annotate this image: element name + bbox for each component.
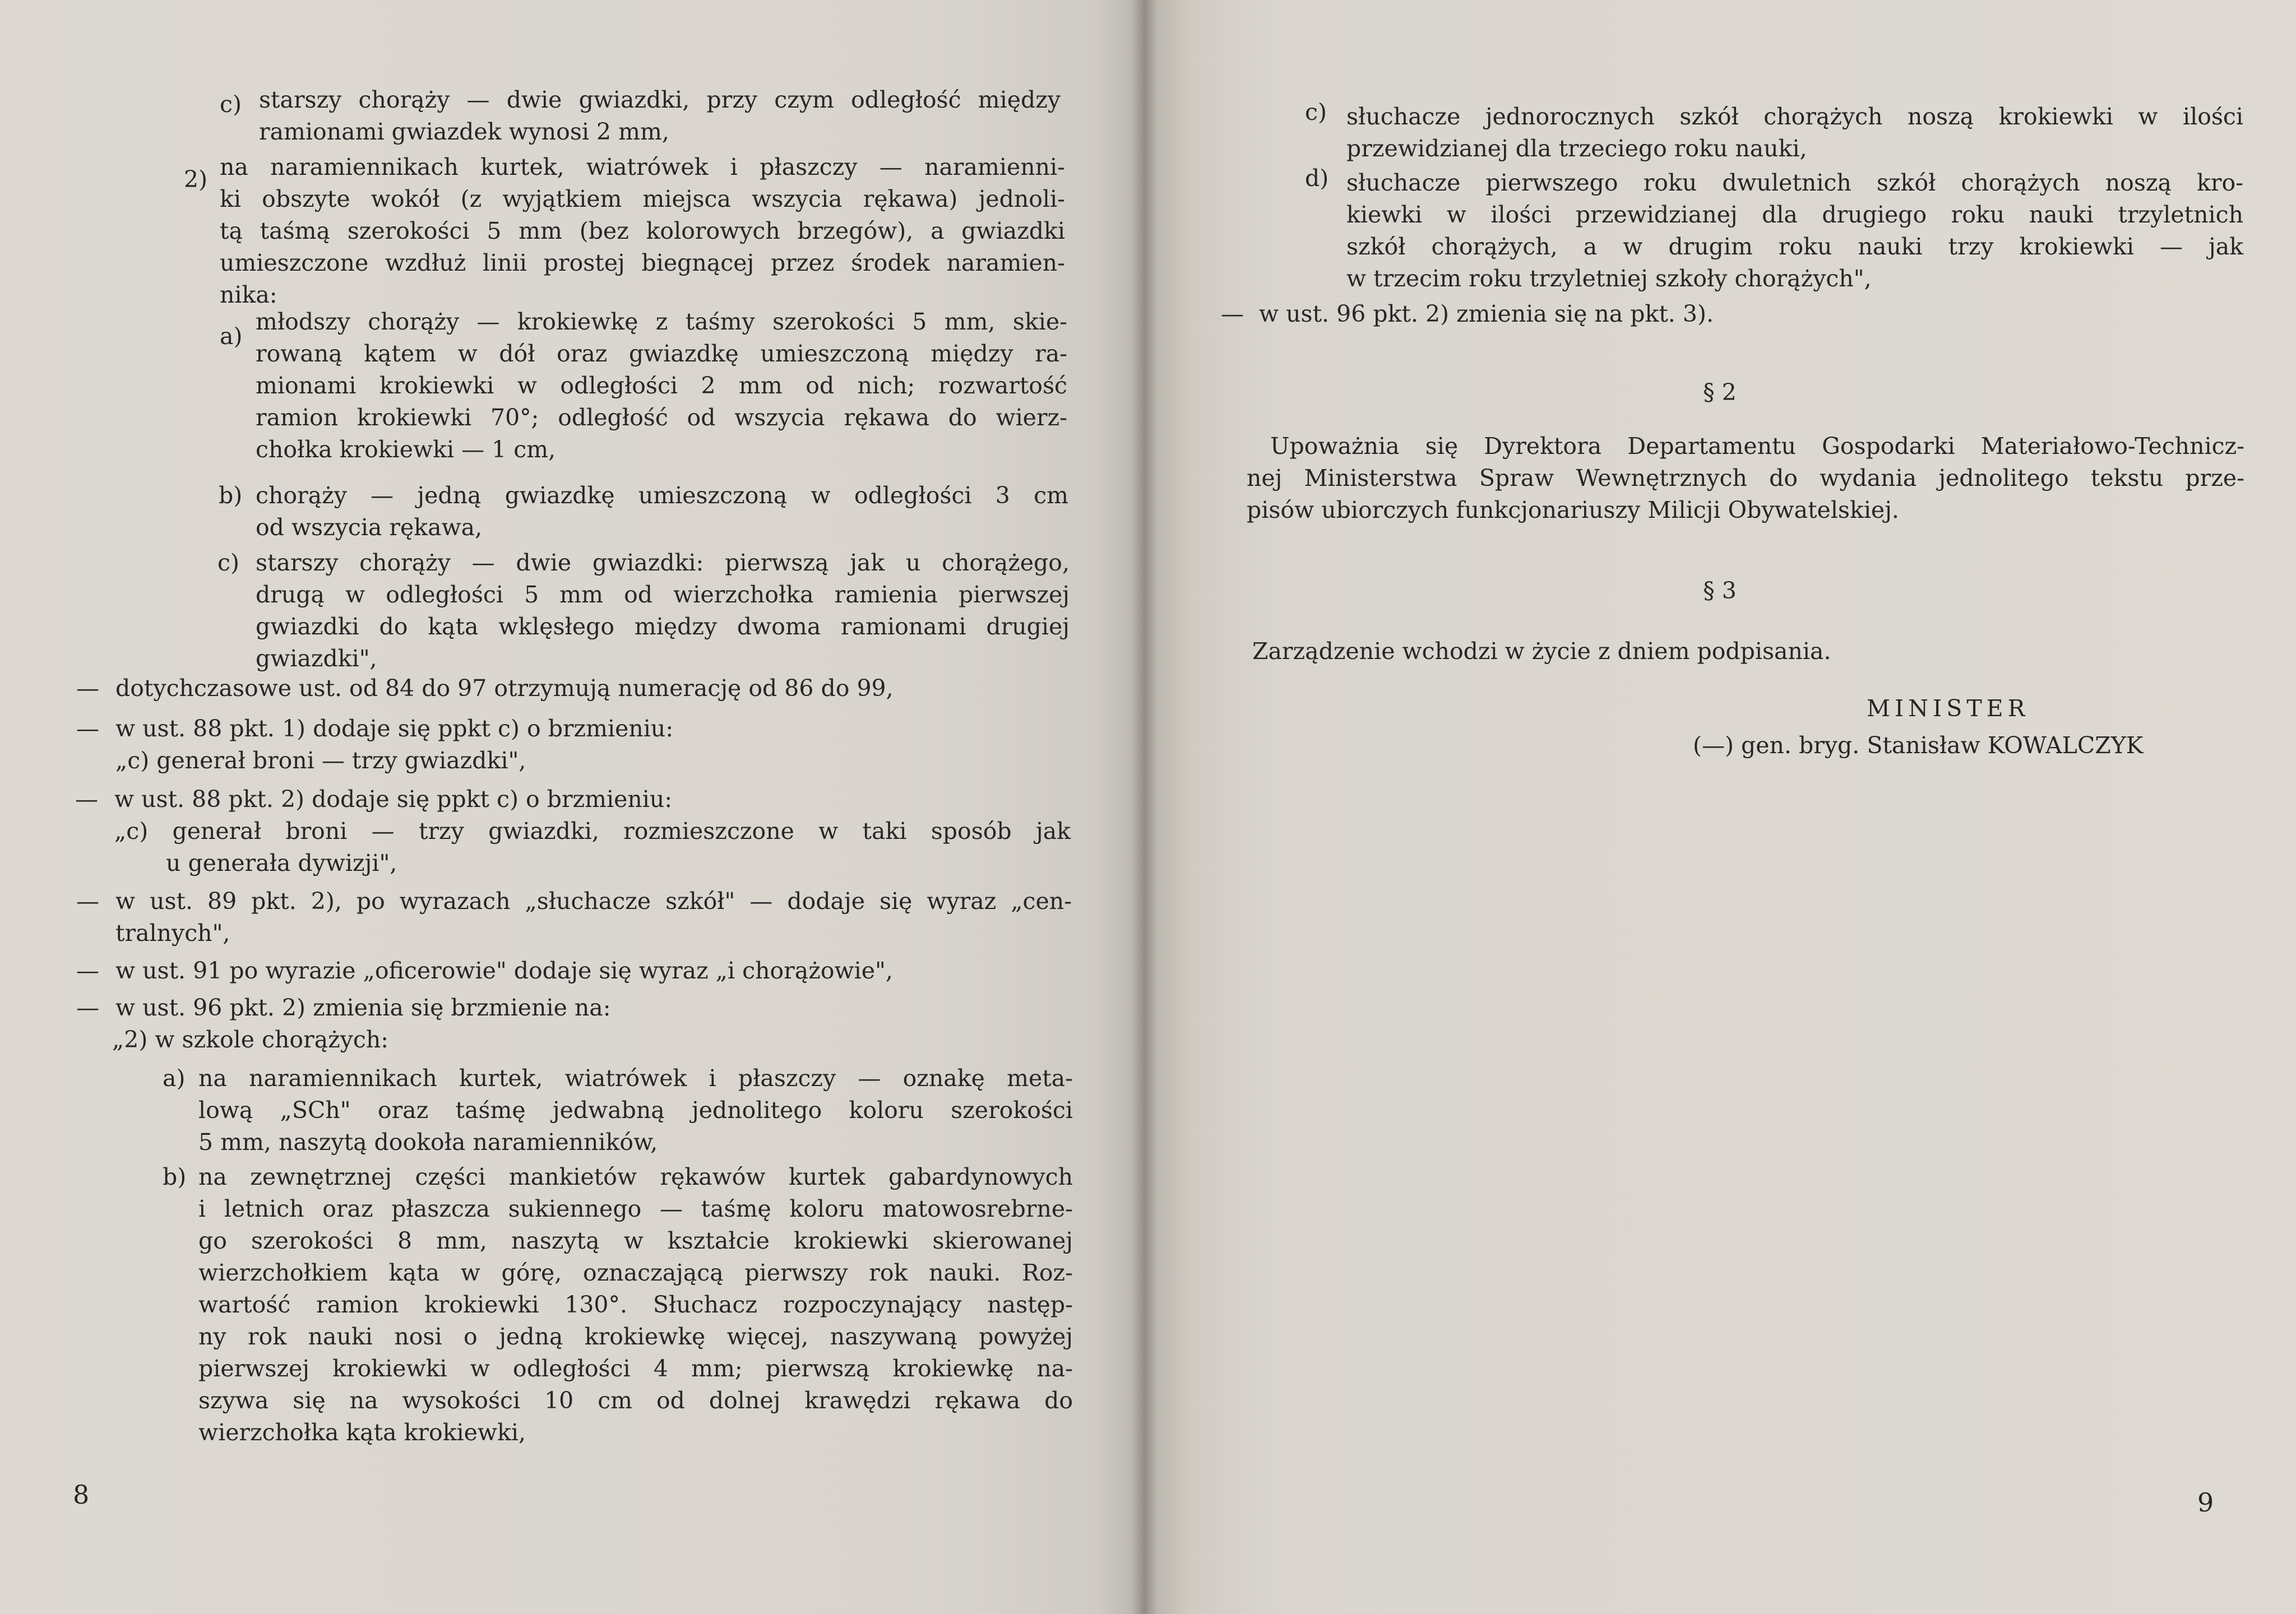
text-line: szkół chorążych, a w drugim roku nauki trzy krokiewki — jak <box>1346 233 2243 260</box>
text-line: w ust. 89 pkt. 2), po wyrazach „słuchacze szkół" — dodaje się wyraz „cen- <box>115 888 1072 915</box>
text-line: w ust. 96 pkt. 2) zmienia się na pkt. 3). <box>1259 300 1714 327</box>
text-line: nika: <box>220 281 277 308</box>
item-b <box>256 480 1068 544</box>
item-dash-3 <box>114 783 1071 879</box>
text-line: ramion krokiewki 70°; odległość od wszycia rękawa do wierz- <box>256 404 1067 431</box>
text-line: u generała dywizji", <box>166 850 397 876</box>
text-line: „2) w szkole chorążych: <box>112 1026 389 1053</box>
text-line: „c) generał broni — trzy gwiazdki", <box>115 747 526 774</box>
dash-marker: — <box>1221 300 1244 327</box>
text-line: w ust. 88 pkt. 2) dodaje się ppkt c) o brzmieniu: <box>114 786 673 813</box>
dash-marker: — <box>76 888 99 915</box>
text-line: na naramiennikach kurtek, wiatrówek i płaszczy — oznakę meta- <box>198 1065 1073 1092</box>
item-label: c) <box>220 91 242 118</box>
text-line: umieszczone wzdłuż linii prostej biegnącej przez środek naramien- <box>220 249 1065 276</box>
text-line: Upoważnia się Dyrektora Departamentu Gospodarki Materiałowo-Technicz- <box>1270 433 2244 460</box>
right-page <box>1144 0 2296 1614</box>
section-heading-2: § 2 <box>1703 379 1737 406</box>
item-c-top <box>259 84 1061 148</box>
dash-marker: — <box>75 786 98 813</box>
text-line: w ust. 96 pkt. 2) zmienia się brzmienie na: <box>115 994 611 1021</box>
text-line: dotychczasowe ust. od 84 do 97 otrzymują numerację od 86 do 99, <box>115 675 894 702</box>
text-line: chołka krokiewki — 1 cm, <box>256 436 556 463</box>
section-2-paragraph <box>1247 430 2244 526</box>
page-number: 9 <box>2197 1487 2214 1518</box>
item-right-c <box>1346 101 2243 165</box>
text-line: mionami krokiewki w odległości 2 mm od nich; rozwartość <box>256 372 1067 399</box>
text-line: 5 mm, naszytą dookoła naramienników, <box>198 1129 658 1156</box>
signature-title: MINISTER <box>1867 695 2030 722</box>
item-label: b) <box>219 482 243 509</box>
item-c2 <box>256 547 1070 675</box>
left-page <box>0 0 1144 1614</box>
text-line: ny rok nauki nosi o jedną krokiewkę więcej, naszywaną powyżej <box>198 1323 1073 1350</box>
dash-marker: — <box>76 957 99 984</box>
text-line: w ust. 88 pkt. 1) dodaje się ppkt c) o brzmieniu: <box>115 715 674 742</box>
text-line: w trzecim roku trzyletniej szkoły chorążych", <box>1346 265 1872 292</box>
section-heading-3: § 3 <box>1703 577 1737 604</box>
text-line: starszy chorąży — dwie gwiazdki: pierwszą jak u chorążego, <box>256 549 1070 576</box>
item-right-d <box>1346 167 2243 295</box>
item-label: c) <box>1305 99 1327 126</box>
item-label: d) <box>1305 165 1329 192</box>
text-line: ramionami gwiazdek wynosi 2 mm, <box>259 118 669 145</box>
text-line: wartość ramion krokiewki 130°. Słuchacz rozpoczynający następ- <box>198 1291 1073 1318</box>
text-line: w ust. 91 po wyrazie „oficerowie" dodaje się wyraz „i chorążowie", <box>115 957 893 984</box>
text-line: tą taśmą szerokości 5 mm (bez kolorowych brzegów), a gwiazdki <box>220 217 1065 244</box>
text-line: pisów ubiorczych funkcjonariuszy Milicji Obywatelskiej. <box>1247 497 1899 523</box>
text-line: wierzchołkiem kąta w górę, oznaczającą pierwszy rok nauki. Roz- <box>198 1259 1073 1286</box>
text-line: szywa się na wysokości 10 cm od dolnej krawędzi rękawa do <box>198 1387 1073 1414</box>
text-line: słuchacze jednorocznych szkół chorążych noszą krokiewki w ilości <box>1346 103 2243 130</box>
text-line: wierzchołka kąta krokiewki, <box>198 1419 526 1446</box>
item-label: a) <box>163 1065 186 1092</box>
text-line: pierwszej krokiewki w odległości 4 mm; pierwszą krokiewkę na- <box>198 1355 1073 1382</box>
dash-marker: — <box>76 675 99 702</box>
item-right-dash <box>1259 298 1714 330</box>
item-dash-6 <box>112 992 611 1056</box>
text-line: młodszy chorąży — krokiewkę z taśmy szerokości 5 mm, skie- <box>256 308 1067 335</box>
text-line: go szerokości 8 mm, naszytą w kształcie krokiewki skierowanej <box>198 1227 1073 1254</box>
item-label: 2) <box>184 166 208 193</box>
text-line: kiewki w ilości przewidzianej dla drugiego roku nauki trzyletnich <box>1346 201 2243 228</box>
text-line: od wszycia rękawa, <box>256 514 483 541</box>
text-line: na naramiennikach kurtek, wiatrówek i płaszczy — naramienni- <box>220 154 1065 180</box>
dash-marker: — <box>76 715 99 742</box>
item-dash-2 <box>115 713 673 777</box>
item-school-b <box>198 1161 1073 1449</box>
text-line: słuchacze pierwszego roku dwuletnich szkół chorążych noszą kro- <box>1346 169 2243 196</box>
dash-marker: — <box>76 994 99 1021</box>
item-dash-5 <box>115 955 893 987</box>
section-3-text: Zarządzenie wchodzi w życie z dniem podpisania. <box>1252 638 1831 665</box>
text-line: „c) generał broni — trzy gwiazdki, rozmieszczone w taki sposób jak <box>114 818 1071 845</box>
item-point-2 <box>220 151 1065 311</box>
text-line: ki obszyte wokół (z wyjątkiem miejsca wszycia rękawa) jednoli- <box>220 185 1065 212</box>
text-line: przewidzianej dla trzeciego roku nauki, <box>1346 135 1807 162</box>
text-line: drugą w odległości 5 mm od wierzchołka ramienia pierwszej <box>256 581 1070 608</box>
item-dash-1 <box>115 672 894 704</box>
page-number: 8 <box>73 1480 90 1510</box>
item-a <box>256 306 1067 466</box>
text-line: gwiazdki", <box>256 645 377 672</box>
item-label: a) <box>220 323 243 350</box>
text-line: lową „SCh" oraz taśmę jedwabną jednolitego koloru szerokości <box>198 1097 1073 1124</box>
text-line: rowaną kątem w dół oraz gwiazdkę umieszczoną między ra- <box>256 340 1067 367</box>
item-school-a <box>198 1063 1073 1158</box>
item-label: b) <box>163 1163 187 1190</box>
text-line: starszy chorąży — dwie gwiazdki, przy czym odległość między <box>259 86 1061 113</box>
text-line: i letnich oraz płaszcza sukiennego — taśmę koloru matowosrebrne- <box>198 1195 1073 1222</box>
text-line: na zewnętrznej części mankietów rękawów kurtek gabardynowych <box>198 1163 1073 1190</box>
text-line: gwiazdki do kąta wklęsłego między dwoma ramionami drugiej <box>256 613 1070 640</box>
text-line: tralnych", <box>115 920 230 947</box>
item-dash-4 <box>115 885 1072 949</box>
book-gutter <box>1131 0 1157 1614</box>
item-label: c) <box>217 549 239 576</box>
text-line: nej Ministerstwa Spraw Wewnętrznych do wydania jednolitego tekstu prze- <box>1247 465 2244 491</box>
text-line: chorąży — jedną gwiazdkę umieszczoną w odległości 3 cm <box>256 482 1068 509</box>
signature-name: (—) gen. bryg. Stanisław KOWALCZYK <box>1693 732 2144 759</box>
